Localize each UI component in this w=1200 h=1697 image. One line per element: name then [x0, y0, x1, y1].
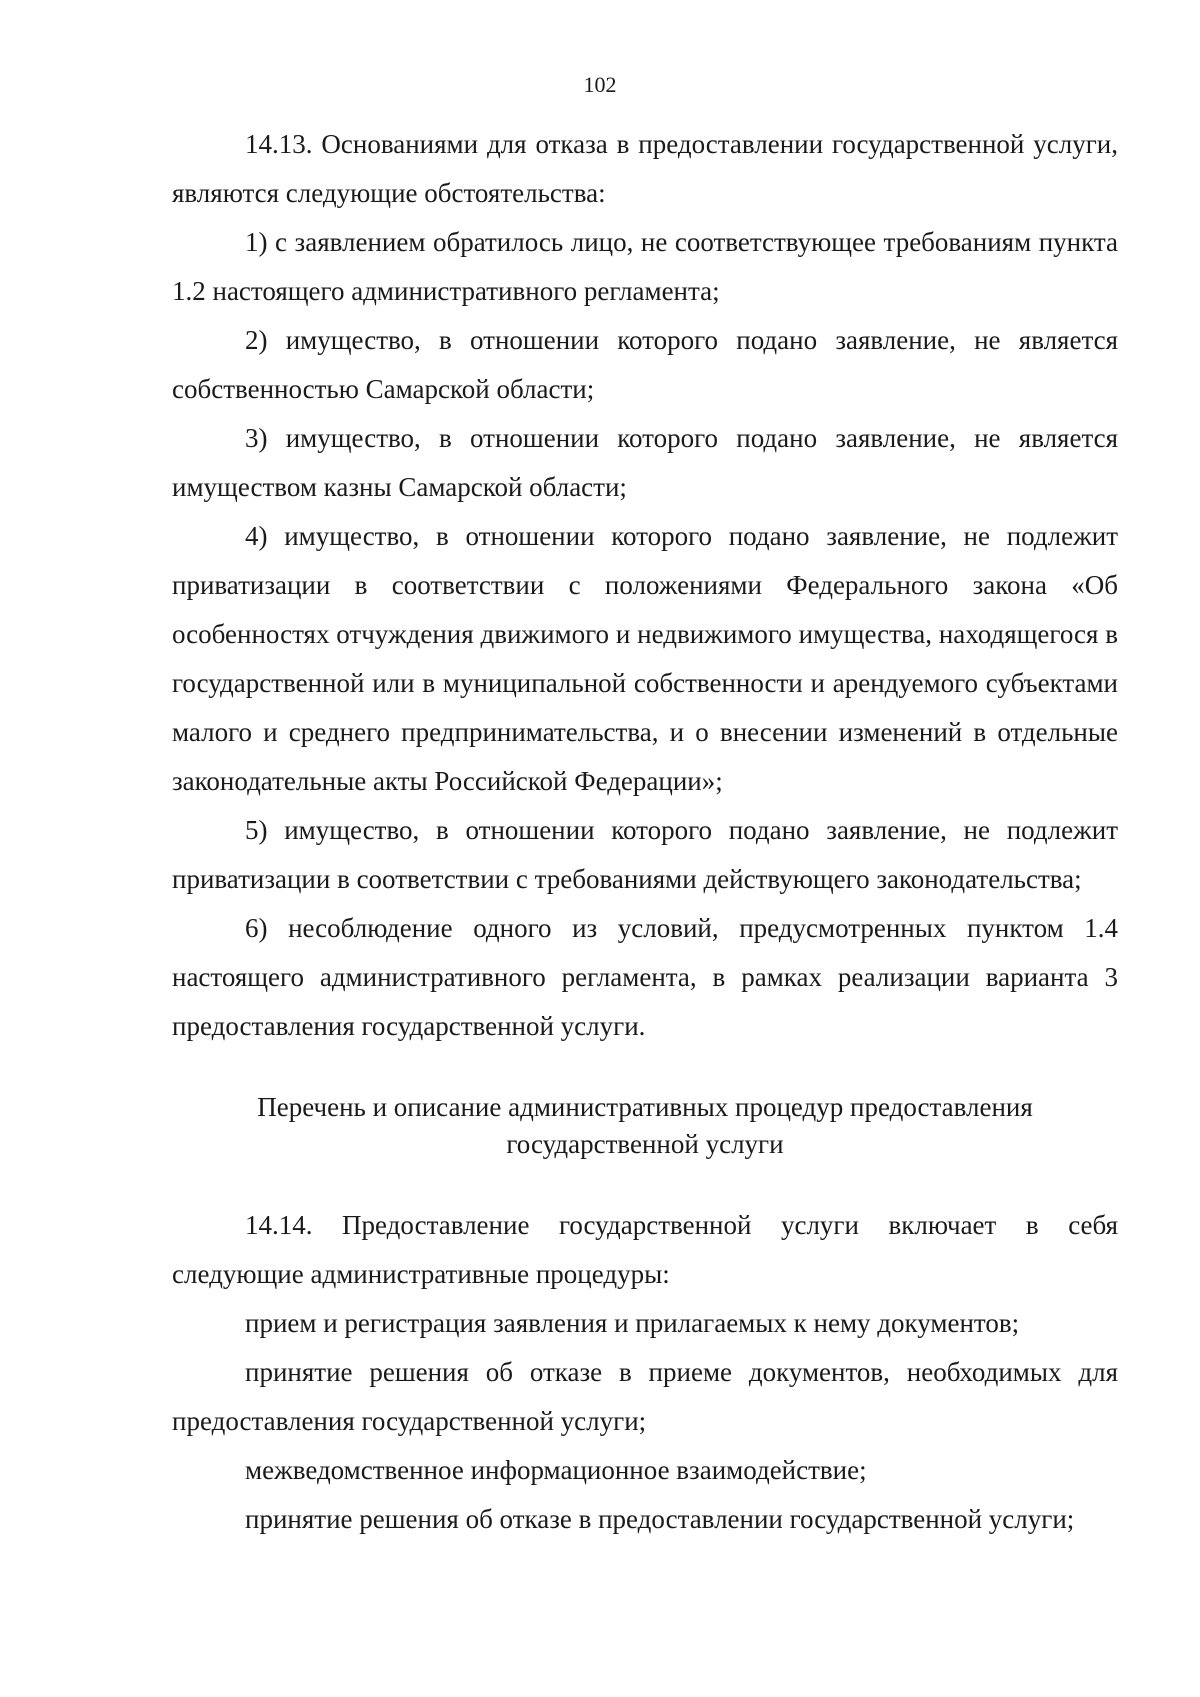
- page-number: 102: [583, 72, 617, 97]
- section-heading-line-2: государственной услуги: [506, 1129, 784, 1159]
- list-item-4: 4) имущество, в отношении которого подано заявление, не подлежит приватизации в соответствии с положениями Федерального закона «Об особенностях отчуждения движимого и недвижимого имущества, находящегося в государственной или в муниципальной собственности и арендуемого субъектами малого и среднего предпринимательства, и о внесении изменений в отдельные законодательные акты Российской Федерации»;: [172, 521, 1118, 796]
- section-heading-line-1: Перечень и описание административных процедур предоставления: [257, 1092, 1033, 1122]
- procedure-item: принятие решения об отказе в приеме документов, необходимых для предоставления государственной услуги;: [172, 1357, 1118, 1436]
- procedure-item: межведомственное информационное взаимодействие;: [245, 1455, 867, 1485]
- procedure-item: прием и регистрация заявления и прилагаемых к нему документов;: [245, 1308, 1020, 1338]
- list-item-2: 2) имущество, в отношении которого подано заявление, не является собственностью Самарской области;: [172, 325, 1118, 404]
- list-item-3: 3) имущество, в отношении которого подано заявление, не является имуществом казны Самарской области;: [172, 423, 1118, 502]
- list-item-6: 6) несоблюдение одного из условий, предусмотренных пунктом 1.4 настоящего административного регламента, в рамках реализации варианта 3 предоставления государственной услуги.: [172, 913, 1118, 1041]
- list-item-1: 1) с заявлением обратилось лицо, не соответствующее требованиям пункта 1.2 настоящего административного регламента;: [172, 227, 1118, 306]
- document-body: [172, 120, 1118, 1544]
- section-heading: [172, 1051, 1118, 1201]
- paragraph-14-13: 14.13. Основаниями для отказа в предоставлении государственной услуги, являются следующие обстоятельства:: [172, 129, 1118, 208]
- list-item-5: 5) имущество, в отношении которого подано заявление, не подлежит приватизации в соответствии с требованиями действующего законодательства;: [172, 815, 1118, 894]
- paragraph-14-14: 14.14. Предоставление государственной услуги включает в себя следующие административные процедуры:: [172, 1210, 1118, 1289]
- procedure-item: принятие решения об отказе в предоставлении государственной услуги;: [245, 1504, 1075, 1534]
